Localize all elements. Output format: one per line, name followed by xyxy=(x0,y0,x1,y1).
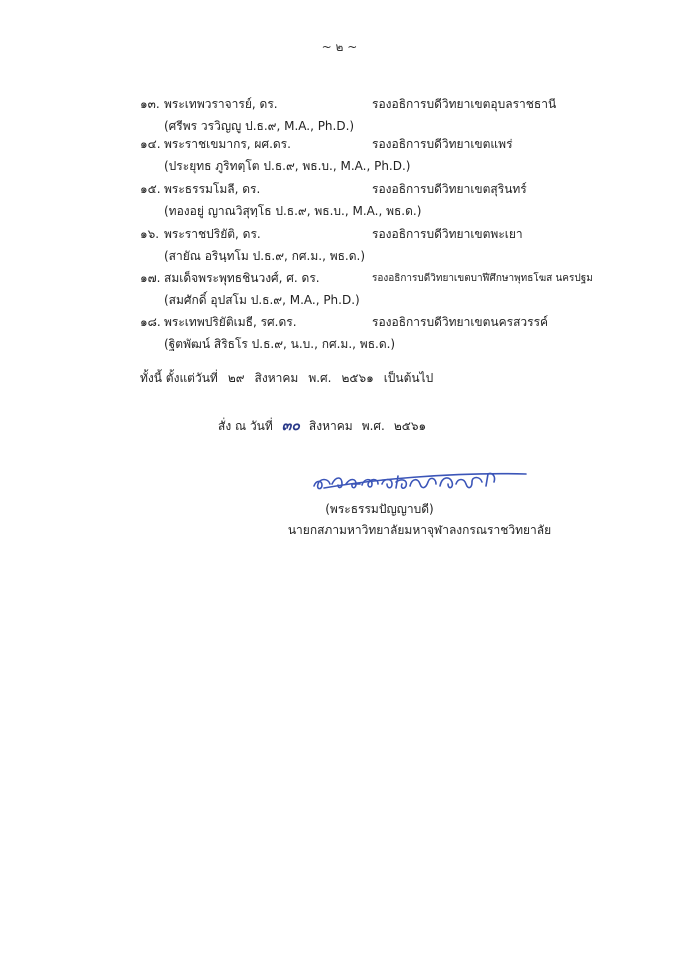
appointee-entry-13 xyxy=(140,96,620,135)
appointee-name: พระธรรมโมลี, ดร. xyxy=(164,182,261,196)
signatory-name: (พระธรรมปัญญาบดี) xyxy=(325,502,434,516)
entry-number: ๑๔. xyxy=(140,137,161,151)
effective-suffix: เป็นต้นไป xyxy=(383,371,434,385)
entry-number: ๑๕. xyxy=(140,182,161,196)
ordered-date-line xyxy=(218,415,435,437)
appointee-position: รองอธิการบดีวิทยาเขตบาฬีศึกษาพุทธโฆส นครปฐม xyxy=(372,273,593,284)
ordered-era: พ.ศ. xyxy=(361,419,385,433)
appointee-credentials: (ฐิตพัฒน์ สิริธโร ป.ธ.๙, น.บ., กศ.ม., พธ.ด.) xyxy=(164,337,396,351)
ordered-year: ๒๕๖๑ xyxy=(393,419,427,433)
appointee-credentials: (ทองอยู่ ญาณวิสุทฺโธ ป.ธ.๙, พธ.บ., M.A., พธ.ด.) xyxy=(164,204,422,218)
appointee-entry-15 xyxy=(140,181,620,220)
entry-number: ๑๓. xyxy=(140,97,160,111)
appointee-name: พระราชเขมากร, ผศ.ดร. xyxy=(164,137,291,151)
effective-era: พ.ศ. xyxy=(308,371,332,385)
signature-strokes xyxy=(314,473,526,488)
ordered-prefix: สั่ง ณ วันที่ xyxy=(218,419,273,433)
appointee-entry-16 xyxy=(140,226,620,265)
appointee-credentials: (ศรีพร วรวิญญู ป.ธ.๙, M.A., Ph.D.) xyxy=(164,119,355,133)
appointee-position: รองอธิการบดีวิทยาเขตสุรินทร์ xyxy=(372,182,527,196)
appointee-name: พระเทพปริยัติเมธี, รศ.ดร. xyxy=(164,315,297,329)
effective-date-line xyxy=(140,369,443,388)
appointee-credentials: (ประยุทธ ภูริทตฺโต ป.ธ.๙, พธ.บ., M.A., Ph.D.) xyxy=(164,159,411,173)
appointee-name: สมเด็จพระพุทธชินวงศ์, ศ. ดร. xyxy=(164,271,320,285)
signatory-title: นายกสภามหาวิทยาลัยมหาจุฬาลงกรณราชวิทยาลัย xyxy=(287,523,552,537)
ordered-day-handwritten: ๓๐ xyxy=(281,418,300,434)
effective-month: สิงหาคม xyxy=(254,371,299,385)
appointee-position: รองอธิการบดีวิทยาเขตพะเยา xyxy=(372,227,523,241)
ordered-month: สิงหาคม xyxy=(308,419,353,433)
appointee-position: รองอธิการบดีวิทยาเขตอุบลราชธานี xyxy=(372,97,557,111)
appointee-name: พระราชปริยัติ, ดร. xyxy=(164,227,261,241)
appointee-entry-17 xyxy=(140,270,620,309)
effective-day: ๒๙ xyxy=(227,371,245,385)
entry-number: ๑๘. xyxy=(140,315,161,329)
entry-number: ๑๖. xyxy=(140,227,160,241)
page-number: ~ ๒ ~ xyxy=(321,40,358,54)
appointee-credentials: (สายัณ อรินฺทโม ป.ธ.๙, กศ.ม., พธ.ด.) xyxy=(164,249,366,263)
appointee-position: รองอธิการบดีวิทยาเขตนครสวรรค์ xyxy=(372,315,549,329)
entry-number: ๑๗. xyxy=(140,271,161,285)
appointee-position: รองอธิการบดีวิทยาเขตแพร่ xyxy=(372,137,513,151)
appointee-credentials: (สมศักดิ์ อุปสโม ป.ธ.๙, M.A., Ph.D.) xyxy=(164,293,360,307)
appointee-entry-18 xyxy=(140,314,620,353)
signature-image xyxy=(310,458,530,498)
effective-year: ๒๕๖๑ xyxy=(341,371,374,385)
appointee-entry-14 xyxy=(140,136,620,175)
effective-prefix: ทั้งนี้ ตั้งแต่วันที่ xyxy=(140,371,218,385)
appointee-name: พระเทพวราจารย์, ดร. xyxy=(164,97,278,111)
